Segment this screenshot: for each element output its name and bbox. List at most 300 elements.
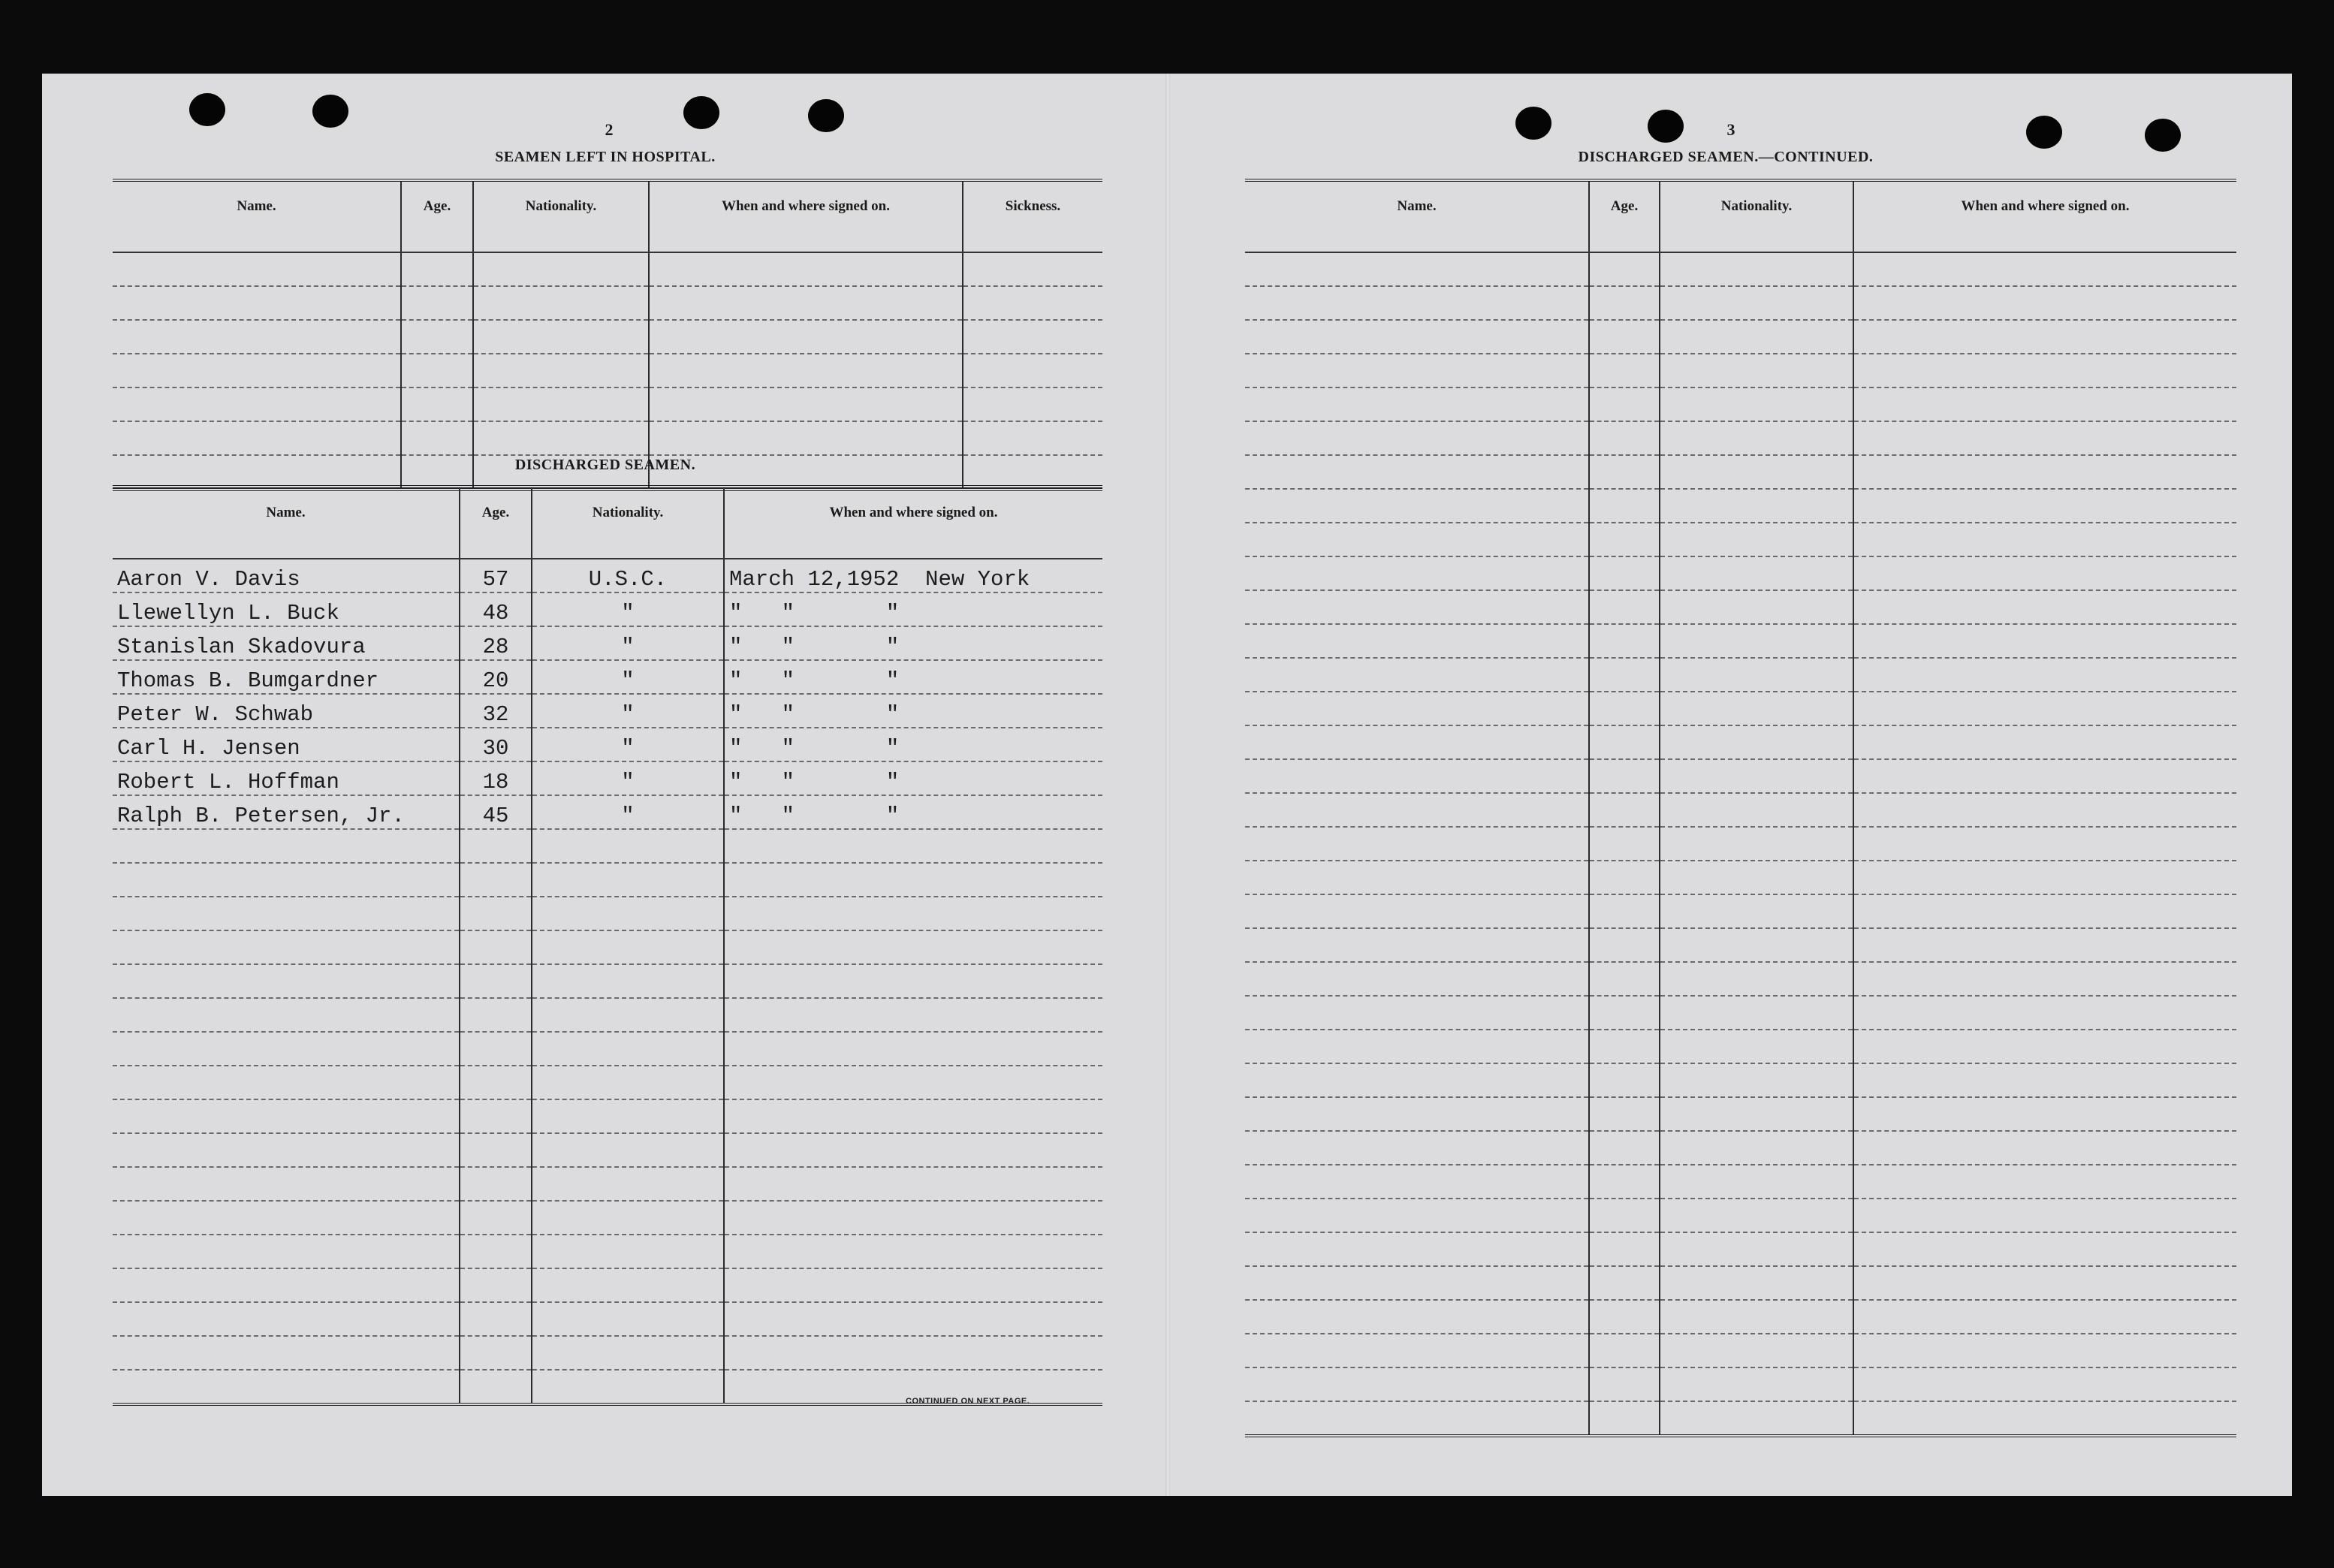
blank-cell [1853,1097,2236,1131]
blank-row [113,1133,1102,1167]
blank-cell [1660,1232,1853,1266]
blank-cell [724,1066,1102,1099]
blank-row [1245,1097,2236,1131]
blank-cell [1660,894,1853,928]
blank-cell [1245,252,1589,286]
blank-row [1245,1199,2236,1232]
blank-cell [1589,793,1660,827]
blank-cell [649,320,963,354]
blank-cell [1853,387,2236,421]
blank-row [1245,1063,2236,1097]
blank-cell [1660,556,1853,590]
column-header: Nationality. [532,487,724,559]
blank-cell [1245,827,1589,861]
blank-cell [724,1235,1102,1268]
blank-cell [724,998,1102,1032]
blank-cell [1245,1232,1589,1266]
blank-cell [113,1167,460,1201]
blank-cell [460,1201,532,1235]
blank-cell [1245,320,1589,354]
blank-row [1245,421,2236,455]
blank-cell [1853,286,2236,320]
blank-row [1245,1334,2236,1367]
cell-signed-on: " " " [724,694,1102,728]
blank-cell [1853,1401,2236,1436]
blank-row [113,897,1102,930]
blank-cell [1589,523,1660,556]
left-page [42,74,1165,1496]
blank-cell [1589,1232,1660,1266]
blank-row [1245,692,2236,725]
cell-nationality: " [532,728,724,761]
blank-cell [1245,793,1589,827]
blank-cell [532,1099,724,1133]
blank-cell [649,252,963,286]
blank-row [1245,725,2236,759]
cell-age: 45 [460,795,532,829]
cell-nationality: U.S.C. [532,559,724,593]
blank-cell [963,354,1102,387]
blank-cell [1245,455,1589,489]
blank-cell [401,387,473,421]
blank-row [1245,1266,2236,1300]
blank-cell [1853,759,2236,793]
blank-cell [1853,320,2236,354]
blank-cell [401,286,473,320]
page-number: 3 [1726,120,1735,139]
blank-row [113,829,1102,863]
blank-row [113,1336,1102,1370]
column-header: When and where signed on. [649,180,963,252]
table-row [113,761,1102,795]
blank-cell [1245,1030,1589,1063]
blank-cell [460,1066,532,1099]
blank-cell [532,930,724,964]
blank-cell [724,1336,1102,1370]
blank-cell [1853,455,2236,489]
blank-cell [1589,387,1660,421]
blank-row [113,964,1102,998]
blank-cell [532,1032,724,1066]
blank-cell [1853,1266,2236,1300]
blank-row [1245,1300,2236,1334]
blank-cell [532,1268,724,1302]
column-header: Name. [1245,180,1589,252]
blank-cell [1660,759,1853,793]
cell-age: 30 [460,728,532,761]
blank-row [1245,928,2236,962]
blank-cell [1589,1334,1660,1367]
blank-row [1245,793,2236,827]
blank-cell [1853,1063,2236,1097]
blank-cell [1589,1131,1660,1165]
blank-row [113,421,1102,455]
blank-cell [1245,1063,1589,1097]
blank-row [1245,523,2236,556]
cell-signed-on: " " " [724,593,1102,626]
blank-cell [401,320,473,354]
continued-section-title: DISCHARGED SEAMEN.—CONTINUED. [1578,149,1874,165]
column-header: When and where signed on. [724,487,1102,559]
blank-cell [1853,725,2236,759]
column-header: Age. [1589,180,1660,252]
blank-cell [1245,759,1589,793]
blank-cell [401,252,473,286]
cell-age: 57 [460,559,532,593]
blank-row [1245,387,2236,421]
blank-cell [1853,894,2236,928]
blank-cell [532,998,724,1032]
blank-cell [1245,894,1589,928]
discharged-rows [113,559,1102,1404]
blank-row [113,930,1102,964]
document-sheet [42,74,2292,1496]
blank-cell [1589,320,1660,354]
blank-cell [1853,523,2236,556]
continued-rows [1245,252,2236,1436]
blank-row [1245,1165,2236,1199]
blank-cell [473,286,649,320]
blank-cell [113,320,401,354]
blank-cell [460,1268,532,1302]
blank-row [1245,1232,2236,1266]
blank-row [113,998,1102,1032]
blank-cell [113,829,460,863]
blank-cell [1589,286,1660,320]
blank-cell [649,286,963,320]
blank-row [1245,252,2236,286]
blank-cell [1245,692,1589,725]
blank-cell [1589,827,1660,861]
blank-row [113,1032,1102,1066]
blank-row [1245,1401,2236,1436]
blank-cell [113,1336,460,1370]
blank-cell [1589,1063,1660,1097]
blank-cell [532,1302,724,1336]
blank-row [1245,489,2236,523]
blank-row [113,1235,1102,1268]
blank-cell [1589,692,1660,725]
blank-cell [1853,1199,2236,1232]
page-number: 2 [605,120,614,139]
blank-cell [1660,354,1853,387]
blank-cell [113,1099,460,1133]
blank-cell [1245,1266,1589,1300]
blank-cell [1589,928,1660,962]
table-row [113,559,1102,593]
blank-cell [724,1133,1102,1167]
blank-cell [1245,489,1589,523]
blank-cell [1589,556,1660,590]
blank-cell [724,1268,1102,1302]
blank-cell [460,1370,532,1404]
blank-cell [1853,827,2236,861]
blank-cell [1853,962,2236,996]
blank-cell [1245,421,1589,455]
column-header: Age. [401,180,473,252]
cell-name: Stanislan Skadovura [113,626,460,660]
blank-cell [460,1099,532,1133]
blank-cell [1660,489,1853,523]
blank-cell [1660,1334,1853,1367]
blank-cell [1660,624,1853,658]
blank-cell [724,1302,1102,1336]
blank-cell [113,1235,460,1268]
blank-row [113,863,1102,897]
blank-cell [1589,962,1660,996]
cell-name: Carl H. Jensen [113,728,460,761]
blank-cell [649,354,963,387]
blank-cell [1660,1131,1853,1165]
hospital-section-title: SEAMEN LEFT IN HOSPITAL. [495,149,716,165]
blank-cell [1660,523,1853,556]
blank-cell [460,1336,532,1370]
blank-cell [532,1133,724,1167]
blank-cell [113,387,401,421]
continued-table [1245,179,2236,1437]
blank-cell [460,1302,532,1336]
blank-cell [1660,1165,1853,1199]
blank-cell [532,1336,724,1370]
blank-row [113,286,1102,320]
blank-cell [1660,692,1853,725]
blank-cell [1853,556,2236,590]
cell-age: 48 [460,593,532,626]
blank-cell [113,863,460,897]
discharged-section-title: DISCHARGED SEAMEN. [514,457,696,473]
blank-cell [532,897,724,930]
blank-cell [113,1268,460,1302]
blank-cell [1853,1131,2236,1165]
blank-cell [1660,861,1853,894]
blank-cell [1853,1232,2236,1266]
continued-note: CONTINUED ON NEXT PAGE. [906,1397,1030,1406]
cell-nationality: " [532,626,724,660]
blank-cell [1853,624,2236,658]
cell-name: Peter W. Schwab [113,694,460,728]
blank-cell [1853,996,2236,1030]
blank-cell [1245,928,1589,962]
blank-cell [1853,658,2236,692]
blank-cell [460,829,532,863]
blank-cell [460,1167,532,1201]
blank-cell [1589,1097,1660,1131]
cell-name: Ralph B. Petersen, Jr. [113,795,460,829]
blank-cell [724,930,1102,964]
column-header: Sickness. [963,180,1102,252]
blank-cell [1245,1300,1589,1334]
discharged-header-row [113,487,1102,559]
blank-cell [1660,1097,1853,1131]
cell-age: 20 [460,660,532,694]
column-header: Name. [113,487,460,559]
cell-nationality: " [532,593,724,626]
blank-cell [113,998,460,1032]
blank-cell [1660,590,1853,624]
blank-cell [1589,725,1660,759]
blank-cell [963,320,1102,354]
blank-cell [963,286,1102,320]
blank-cell [1245,286,1589,320]
blank-row [113,252,1102,286]
blank-row [1245,320,2236,354]
blank-cell [1660,320,1853,354]
blank-row [113,1066,1102,1099]
blank-cell [460,1235,532,1268]
blank-cell [113,930,460,964]
table-row [113,795,1102,829]
cell-signed-on: March 12,1952 New York [724,559,1102,593]
blank-cell [1853,1300,2236,1334]
blank-cell [1245,387,1589,421]
blank-cell [1660,252,1853,286]
blank-cell [1660,725,1853,759]
table-row [113,626,1102,660]
blank-cell [724,1032,1102,1066]
cell-nationality: " [532,761,724,795]
blank-row [1245,827,2236,861]
blank-cell [1660,1300,1853,1334]
blank-row [1245,894,2236,928]
blank-cell [1245,962,1589,996]
blank-row [1245,759,2236,793]
blank-cell [1660,962,1853,996]
column-header: Age. [460,487,532,559]
blank-cell [724,1201,1102,1235]
blank-cell [1589,1165,1660,1199]
blank-cell [1853,1334,2236,1367]
blank-row [1245,996,2236,1030]
blank-cell [1589,861,1660,894]
blank-cell [532,1235,724,1268]
blank-cell [113,1201,460,1235]
blank-cell [1245,658,1589,692]
blank-cell [460,897,532,930]
blank-cell [1245,523,1589,556]
blank-cell [1660,928,1853,962]
blank-cell [1853,252,2236,286]
blank-row [1245,861,2236,894]
blank-cell [724,1099,1102,1133]
blank-cell [1589,658,1660,692]
blank-cell [1853,928,2236,962]
table-row [113,694,1102,728]
blank-cell [473,387,649,421]
blank-cell [1660,1367,1853,1401]
blank-cell [1660,387,1853,421]
blank-cell [1853,1165,2236,1199]
blank-cell [113,1032,460,1066]
discharged-table [113,485,1102,1406]
column-header: When and where signed on. [1853,180,2236,252]
blank-cell [963,421,1102,455]
blank-cell [1589,590,1660,624]
blank-cell [532,1066,724,1099]
blank-row [113,1302,1102,1336]
cell-signed-on: " " " [724,660,1102,694]
blank-cell [460,1032,532,1066]
blank-cell [1589,624,1660,658]
cell-name: Thomas B. Bumgardner [113,660,460,694]
blank-cell [113,421,401,455]
blank-cell [1660,996,1853,1030]
hospital-rows [113,252,1102,490]
blank-cell [1245,861,1589,894]
cell-age: 18 [460,761,532,795]
blank-cell [724,829,1102,863]
cell-signed-on: " " " [724,795,1102,829]
cell-name: Llewellyn L. Buck [113,593,460,626]
blank-cell [649,387,963,421]
blank-cell [649,421,963,455]
blank-row [113,1167,1102,1201]
blank-cell [963,252,1102,286]
blank-row [1245,556,2236,590]
blank-row [113,1099,1102,1133]
blank-cell [532,964,724,998]
blank-cell [1245,1165,1589,1199]
table-row [113,593,1102,626]
hospital-header-row [113,180,1102,252]
blank-cell [113,1066,460,1099]
blank-row [113,1268,1102,1302]
blank-cell [460,998,532,1032]
cell-name: Aaron V. Davis [113,559,460,593]
continued-header-row [1245,180,2236,252]
blank-cell [113,354,401,387]
blank-cell [1589,455,1660,489]
blank-cell [1589,354,1660,387]
blank-cell [1589,894,1660,928]
blank-cell [1589,1030,1660,1063]
blank-cell [113,1370,460,1404]
blank-cell [1853,861,2236,894]
blank-cell [532,1370,724,1404]
blank-cell [1245,556,1589,590]
blank-row [1245,962,2236,996]
blank-cell [473,320,649,354]
blank-cell [532,1167,724,1201]
blank-cell [1853,692,2236,725]
blank-cell [1660,1199,1853,1232]
blank-cell [532,863,724,897]
blank-cell [1853,421,2236,455]
blank-cell [1245,1131,1589,1165]
hospital-table [113,179,1102,491]
blank-cell [1589,489,1660,523]
blank-cell [1245,996,1589,1030]
cell-nationality: " [532,660,724,694]
blank-cell [1853,1030,2236,1063]
blank-row [1245,455,2236,489]
blank-cell [1853,489,2236,523]
blank-cell [113,964,460,998]
blank-cell [724,1167,1102,1201]
blank-cell [1660,455,1853,489]
cell-name: Robert L. Hoffman [113,761,460,795]
blank-cell [1660,286,1853,320]
blank-row [113,387,1102,421]
blank-cell [724,897,1102,930]
column-header: Name. [113,180,401,252]
blank-cell [1245,1401,1589,1436]
blank-row [1245,658,2236,692]
blank-row [113,354,1102,387]
blank-cell [1589,759,1660,793]
blank-cell [1589,1199,1660,1232]
blank-cell [1660,793,1853,827]
blank-cell [1589,1266,1660,1300]
